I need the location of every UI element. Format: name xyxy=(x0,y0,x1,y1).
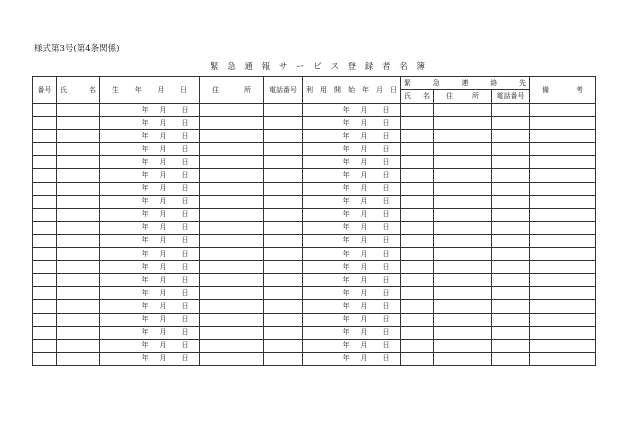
cell-remarks xyxy=(530,182,596,195)
cell-start-date: 年 月 日 xyxy=(303,169,401,182)
cell-emergency-address xyxy=(434,221,492,234)
cell-birth-date: 年 月 日 xyxy=(100,130,200,143)
cell-emergency-name xyxy=(401,130,434,143)
cell-name xyxy=(57,117,100,130)
cell-start-date: 年 月 日 xyxy=(303,104,401,117)
cell-number xyxy=(33,104,57,117)
table-row xyxy=(33,234,596,247)
cell-emergency-phone xyxy=(492,234,530,247)
cell-phone xyxy=(264,208,303,221)
cell-phone xyxy=(264,156,303,169)
header-name: 氏 名 xyxy=(57,77,100,104)
cell-phone xyxy=(264,143,303,156)
cell-phone xyxy=(264,352,303,365)
cell-address xyxy=(200,234,264,247)
cell-emergency-phone xyxy=(492,287,530,300)
cell-number xyxy=(33,117,57,130)
cell-start-date: 年 月 日 xyxy=(303,287,401,300)
cell-birth-date: 年 月 日 xyxy=(100,221,200,234)
cell-remarks xyxy=(530,143,596,156)
cell-number xyxy=(33,261,57,274)
cell-address xyxy=(200,326,264,339)
cell-address xyxy=(200,104,264,117)
cell-emergency-phone xyxy=(492,261,530,274)
cell-name xyxy=(57,261,100,274)
cell-emergency-address xyxy=(434,248,492,261)
cell-number xyxy=(33,234,57,247)
cell-name xyxy=(57,326,100,339)
cell-emergency-address xyxy=(434,104,492,117)
cell-birth-date: 年 月 日 xyxy=(100,352,200,365)
cell-phone xyxy=(264,104,303,117)
header-start-date: 利 用 開 始 年 月 日 xyxy=(303,77,401,104)
cell-remarks xyxy=(530,104,596,117)
cell-remarks xyxy=(530,274,596,287)
cell-phone xyxy=(264,195,303,208)
cell-remarks xyxy=(530,130,596,143)
cell-emergency-address xyxy=(434,313,492,326)
cell-phone xyxy=(264,169,303,182)
cell-number xyxy=(33,339,57,352)
table-row xyxy=(33,195,596,208)
cell-emergency-name xyxy=(401,300,434,313)
cell-phone xyxy=(264,300,303,313)
cell-name xyxy=(57,143,100,156)
cell-emergency-name xyxy=(401,143,434,156)
cell-birth-date: 年 月 日 xyxy=(100,326,200,339)
table-row xyxy=(33,339,596,352)
table-row xyxy=(33,156,596,169)
cell-emergency-phone xyxy=(492,248,530,261)
cell-phone xyxy=(264,248,303,261)
cell-remarks xyxy=(530,339,596,352)
cell-phone xyxy=(264,339,303,352)
cell-start-date: 年 月 日 xyxy=(303,156,401,169)
cell-emergency-address xyxy=(434,195,492,208)
cell-emergency-name xyxy=(401,287,434,300)
cell-remarks xyxy=(530,326,596,339)
cell-number xyxy=(33,287,57,300)
table-row xyxy=(33,261,596,274)
cell-emergency-phone xyxy=(492,313,530,326)
cell-start-date: 年 月 日 xyxy=(303,208,401,221)
cell-emergency-phone xyxy=(492,208,530,221)
cell-name xyxy=(57,287,100,300)
cell-birth-date: 年 月 日 xyxy=(100,104,200,117)
cell-number xyxy=(33,274,57,287)
cell-birth-date: 年 月 日 xyxy=(100,143,200,156)
table-row xyxy=(33,208,596,221)
table-row xyxy=(33,117,596,130)
cell-emergency-phone xyxy=(492,300,530,313)
cell-emergency-address xyxy=(434,182,492,195)
cell-name xyxy=(57,104,100,117)
cell-remarks xyxy=(530,300,596,313)
cell-remarks xyxy=(530,221,596,234)
cell-number xyxy=(33,352,57,365)
cell-emergency-address xyxy=(434,352,492,365)
cell-start-date: 年 月 日 xyxy=(303,274,401,287)
cell-emergency-name xyxy=(401,169,434,182)
cell-emergency-address xyxy=(434,130,492,143)
cell-birth-date: 年 月 日 xyxy=(100,169,200,182)
cell-address xyxy=(200,261,264,274)
cell-remarks xyxy=(530,313,596,326)
cell-name xyxy=(57,182,100,195)
cell-emergency-name xyxy=(401,208,434,221)
cell-emergency-address xyxy=(434,326,492,339)
cell-emergency-address xyxy=(434,143,492,156)
cell-start-date: 年 月 日 xyxy=(303,130,401,143)
cell-emergency-phone xyxy=(492,182,530,195)
cell-birth-date: 年 月 日 xyxy=(100,274,200,287)
table-row xyxy=(33,104,596,117)
cell-address xyxy=(200,352,264,365)
cell-emergency-phone xyxy=(492,169,530,182)
cell-name xyxy=(57,221,100,234)
table-row xyxy=(33,248,596,261)
cell-number xyxy=(33,195,57,208)
cell-emergency-address xyxy=(434,234,492,247)
cell-address xyxy=(200,143,264,156)
cell-start-date: 年 月 日 xyxy=(303,300,401,313)
cell-emergency-phone xyxy=(492,339,530,352)
cell-start-date: 年 月 日 xyxy=(303,143,401,156)
header-emergency-contact: 緊 急 連 絡 先 xyxy=(401,77,530,90)
cell-start-date: 年 月 日 xyxy=(303,352,401,365)
cell-name xyxy=(57,208,100,221)
cell-emergency-address xyxy=(434,156,492,169)
cell-number xyxy=(33,130,57,143)
cell-number xyxy=(33,182,57,195)
cell-phone xyxy=(264,287,303,300)
cell-emergency-name xyxy=(401,339,434,352)
cell-remarks xyxy=(530,195,596,208)
table-row xyxy=(33,143,596,156)
cell-start-date: 年 月 日 xyxy=(303,117,401,130)
cell-number xyxy=(33,169,57,182)
cell-emergency-phone xyxy=(492,195,530,208)
cell-phone xyxy=(264,182,303,195)
cell-birth-date: 年 月 日 xyxy=(100,182,200,195)
cell-emergency-name xyxy=(401,313,434,326)
cell-emergency-name xyxy=(401,104,434,117)
cell-phone xyxy=(264,313,303,326)
cell-birth-date: 年 月 日 xyxy=(100,195,200,208)
cell-address xyxy=(200,313,264,326)
cell-emergency-name xyxy=(401,221,434,234)
cell-phone xyxy=(264,261,303,274)
cell-name xyxy=(57,156,100,169)
header-remarks: 備 考 xyxy=(530,77,596,104)
cell-address xyxy=(200,300,264,313)
cell-start-date: 年 月 日 xyxy=(303,182,401,195)
cell-emergency-name xyxy=(401,352,434,365)
header-emergency-name: 氏 名 xyxy=(401,90,434,104)
cell-start-date: 年 月 日 xyxy=(303,261,401,274)
header-emergency-phone: 電話番号 xyxy=(492,90,530,104)
cell-phone xyxy=(264,234,303,247)
cell-emergency-phone xyxy=(492,274,530,287)
cell-remarks xyxy=(530,156,596,169)
cell-birth-date: 年 月 日 xyxy=(100,287,200,300)
cell-name xyxy=(57,313,100,326)
cell-number xyxy=(33,300,57,313)
cell-start-date: 年 月 日 xyxy=(303,326,401,339)
cell-remarks xyxy=(530,287,596,300)
cell-emergency-name xyxy=(401,117,434,130)
cell-remarks xyxy=(530,248,596,261)
cell-address xyxy=(200,287,264,300)
cell-address xyxy=(200,195,264,208)
cell-address xyxy=(200,169,264,182)
cell-address xyxy=(200,274,264,287)
form-label: 様式第3号(第4条関係) xyxy=(34,44,120,54)
cell-birth-date: 年 月 日 xyxy=(100,117,200,130)
cell-address xyxy=(200,156,264,169)
cell-name xyxy=(57,195,100,208)
cell-emergency-address xyxy=(434,208,492,221)
header-address: 住 所 xyxy=(200,77,264,104)
cell-name xyxy=(57,339,100,352)
cell-name xyxy=(57,169,100,182)
cell-number xyxy=(33,221,57,234)
cell-emergency-address xyxy=(434,274,492,287)
cell-address xyxy=(200,182,264,195)
table-row xyxy=(33,352,596,365)
cell-start-date: 年 月 日 xyxy=(303,313,401,326)
cell-emergency-name xyxy=(401,261,434,274)
cell-emergency-phone xyxy=(492,352,530,365)
table-row xyxy=(33,326,596,339)
cell-phone xyxy=(264,130,303,143)
cell-emergency-address xyxy=(434,169,492,182)
cell-name xyxy=(57,248,100,261)
table-row xyxy=(33,274,596,287)
table-row xyxy=(33,221,596,234)
cell-emergency-name xyxy=(401,156,434,169)
cell-remarks xyxy=(530,234,596,247)
cell-name xyxy=(57,300,100,313)
cell-emergency-address xyxy=(434,287,492,300)
cell-name xyxy=(57,274,100,287)
cell-address xyxy=(200,221,264,234)
cell-start-date: 年 月 日 xyxy=(303,339,401,352)
cell-remarks xyxy=(530,261,596,274)
table-row xyxy=(33,287,596,300)
cell-birth-date: 年 月 日 xyxy=(100,313,200,326)
table-row xyxy=(33,300,596,313)
cell-number xyxy=(33,248,57,261)
table-row xyxy=(33,182,596,195)
cell-start-date: 年 月 日 xyxy=(303,234,401,247)
cell-number xyxy=(33,326,57,339)
cell-address xyxy=(200,130,264,143)
cell-emergency-name xyxy=(401,274,434,287)
cell-birth-date: 年 月 日 xyxy=(100,300,200,313)
cell-emergency-address xyxy=(434,300,492,313)
cell-emergency-phone xyxy=(492,130,530,143)
cell-number xyxy=(33,313,57,326)
cell-emergency-phone xyxy=(492,156,530,169)
cell-emergency-address xyxy=(434,117,492,130)
cell-emergency-phone xyxy=(492,221,530,234)
cell-birth-date: 年 月 日 xyxy=(100,156,200,169)
cell-birth-date: 年 月 日 xyxy=(100,248,200,261)
cell-emergency-name xyxy=(401,234,434,247)
cell-emergency-phone xyxy=(492,104,530,117)
cell-emergency-phone xyxy=(492,143,530,156)
cell-number xyxy=(33,156,57,169)
cell-address xyxy=(200,339,264,352)
cell-address xyxy=(200,208,264,221)
cell-remarks xyxy=(530,117,596,130)
cell-start-date: 年 月 日 xyxy=(303,248,401,261)
cell-address xyxy=(200,248,264,261)
cell-emergency-name xyxy=(401,248,434,261)
cell-birth-date: 年 月 日 xyxy=(100,339,200,352)
cell-name xyxy=(57,130,100,143)
cell-emergency-phone xyxy=(492,326,530,339)
header-birth-date: 生 年 月 日 xyxy=(100,77,200,104)
table-row xyxy=(33,169,596,182)
cell-remarks xyxy=(530,352,596,365)
cell-phone xyxy=(264,221,303,234)
cell-emergency-name xyxy=(401,326,434,339)
cell-name xyxy=(57,352,100,365)
cell-number xyxy=(33,208,57,221)
cell-phone xyxy=(264,117,303,130)
cell-start-date: 年 月 日 xyxy=(303,221,401,234)
header-emergency-address: 住 所 xyxy=(434,90,492,104)
cell-number xyxy=(33,143,57,156)
table-row xyxy=(33,130,596,143)
cell-birth-date: 年 月 日 xyxy=(100,234,200,247)
cell-birth-date: 年 月 日 xyxy=(100,261,200,274)
cell-start-date: 年 月 日 xyxy=(303,195,401,208)
cell-emergency-name xyxy=(401,195,434,208)
table-row xyxy=(33,313,596,326)
cell-remarks xyxy=(530,208,596,221)
header-phone: 電話番号 xyxy=(264,77,303,104)
cell-phone xyxy=(264,326,303,339)
cell-birth-date: 年 月 日 xyxy=(100,208,200,221)
cell-remarks xyxy=(530,169,596,182)
cell-emergency-phone xyxy=(492,117,530,130)
registry-table xyxy=(32,76,596,366)
cell-emergency-name xyxy=(401,182,434,195)
cell-name xyxy=(57,234,100,247)
header-number: 番号 xyxy=(33,77,57,104)
cell-emergency-address xyxy=(434,339,492,352)
cell-emergency-address xyxy=(434,261,492,274)
cell-address xyxy=(200,117,264,130)
cell-phone xyxy=(264,274,303,287)
form-title: 緊 急 通 報 サ ー ビ ス 登 録 者 名 簿 xyxy=(210,62,428,72)
